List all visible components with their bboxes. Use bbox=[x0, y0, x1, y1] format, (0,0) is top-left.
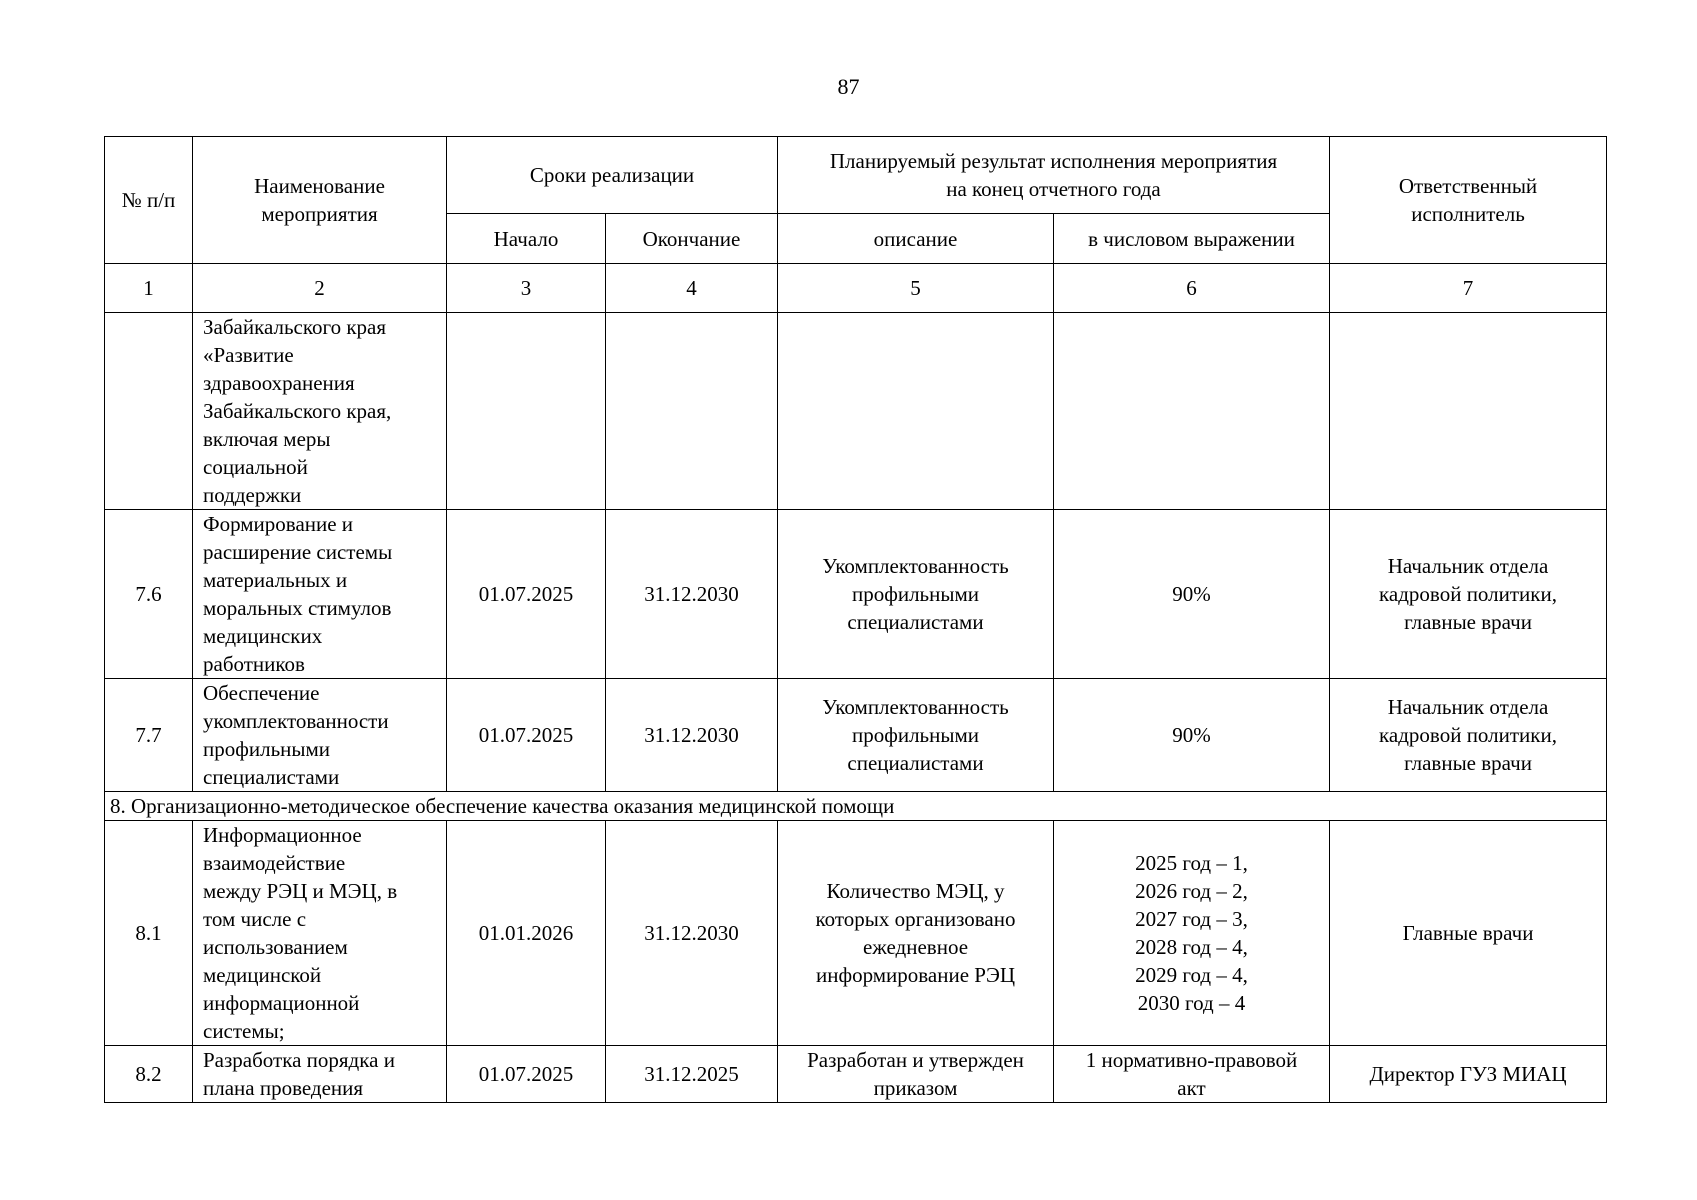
header-num: № п/п bbox=[105, 137, 193, 264]
row-description bbox=[778, 313, 1054, 510]
table-row bbox=[105, 821, 1607, 1046]
row-num: 7.7 bbox=[105, 679, 193, 792]
row-start: 01.01.2026 bbox=[447, 821, 606, 1046]
row-numeric: 1 нормативно-правовой акт bbox=[1054, 1046, 1330, 1103]
row-description: Укомплектованность профильными специалистами bbox=[778, 510, 1054, 679]
row-responsible: Начальник отдела кадровой политики, главные врачи bbox=[1330, 679, 1607, 792]
row-num: 8.1 bbox=[105, 821, 193, 1046]
row-description: Разработан и утвержден приказом bbox=[778, 1046, 1054, 1103]
row-name: Забайкальского края «Развитие здравоохранения Забайкальского края, включая меры социальной поддержки bbox=[193, 313, 447, 510]
header-numeric: в числовом выражении bbox=[1054, 214, 1330, 264]
index-cell: 1 bbox=[105, 264, 193, 313]
row-numeric: 90% bbox=[1054, 679, 1330, 792]
section-title: 8. Организационно-методическое обеспечение качества оказания медицинской помощи bbox=[105, 792, 1607, 821]
table-row bbox=[105, 1046, 1607, 1103]
row-responsible: Директор ГУЗ МИАЦ bbox=[1330, 1046, 1607, 1103]
row-end: 31.12.2025 bbox=[606, 1046, 778, 1103]
row-responsible: Главные врачи bbox=[1330, 821, 1607, 1046]
row-name: Информационное взаимодействие между РЭЦ и МЭЦ, в том числе с использованием медицинской информационной системы; bbox=[193, 821, 447, 1046]
index-cell: 4 bbox=[606, 264, 778, 313]
row-numeric bbox=[1054, 313, 1330, 510]
row-responsible: Начальник отдела кадровой политики, главные врачи bbox=[1330, 510, 1607, 679]
header-responsible: Ответственный исполнитель bbox=[1330, 137, 1607, 264]
row-name: Формирование и расширение системы материальных и моральных стимулов медицинских работников bbox=[193, 510, 447, 679]
plan-table bbox=[104, 136, 1607, 1103]
row-start: 01.07.2025 bbox=[447, 510, 606, 679]
index-cell: 3 bbox=[447, 264, 606, 313]
index-cell: 2 bbox=[193, 264, 447, 313]
row-numeric: 90% bbox=[1054, 510, 1330, 679]
row-name: Разработка порядка и плана проведения bbox=[193, 1046, 447, 1103]
row-end: 31.12.2030 bbox=[606, 821, 778, 1046]
row-description: Количество МЭЦ, у которых организовано ежедневное информирование РЭЦ bbox=[778, 821, 1054, 1046]
table-row bbox=[105, 510, 1607, 679]
header-end: Окончание bbox=[606, 214, 778, 264]
row-num bbox=[105, 313, 193, 510]
row-num: 8.2 bbox=[105, 1046, 193, 1103]
index-cell: 6 bbox=[1054, 264, 1330, 313]
row-end: 31.12.2030 bbox=[606, 510, 778, 679]
header-row-1 bbox=[105, 137, 1607, 214]
header-name: Наименование мероприятия bbox=[193, 137, 447, 264]
header-description: описание bbox=[778, 214, 1054, 264]
row-start bbox=[447, 313, 606, 510]
row-start: 01.07.2025 bbox=[447, 1046, 606, 1103]
table-row bbox=[105, 679, 1607, 792]
row-numeric: 2025 год – 1, 2026 год – 2, 2027 год – 3, 2028 год – 4, 2029 год – 4, 2030 год – 4 bbox=[1054, 821, 1330, 1046]
header-terms: Сроки реализации bbox=[447, 137, 778, 214]
index-row bbox=[105, 264, 1607, 313]
row-end bbox=[606, 313, 778, 510]
page-number: 87 bbox=[837, 74, 860, 99]
header-result: Планируемый результат исполнения мероприятия на конец отчетного года bbox=[778, 137, 1330, 214]
table-row bbox=[105, 313, 1607, 510]
index-cell: 5 bbox=[778, 264, 1054, 313]
row-name: Обеспечение укомплектованности профильными специалистами bbox=[193, 679, 447, 792]
row-num: 7.6 bbox=[105, 510, 193, 679]
header-start: Начало bbox=[447, 214, 606, 264]
row-end: 31.12.2030 bbox=[606, 679, 778, 792]
row-responsible bbox=[1330, 313, 1607, 510]
row-description: Укомплектованность профильными специалистами bbox=[778, 679, 1054, 792]
index-cell: 7 bbox=[1330, 264, 1607, 313]
section-row bbox=[105, 792, 1607, 821]
row-start: 01.07.2025 bbox=[447, 679, 606, 792]
